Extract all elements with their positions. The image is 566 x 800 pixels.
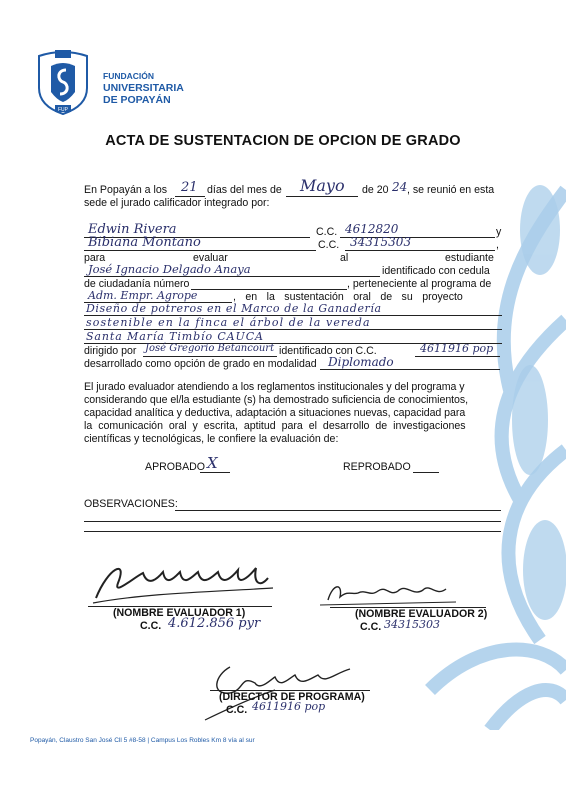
evaluar-w2: evaluar (193, 252, 228, 264)
director-label: (DIRECTOR DE PROGRAMA) (219, 691, 365, 703)
evaluator2-cc: 34315303 (384, 618, 440, 631)
project-line3: Santa María Timbío CAUCA (86, 330, 264, 343)
director-cc: 4611916 pop (420, 342, 494, 355)
juror1-cc: 4612820 (345, 222, 399, 236)
opening-text-1: En Popayán a los (84, 184, 168, 196)
director-sign-cc: 4611916 pop (252, 700, 326, 713)
evaluator1-cc: 4.612.856 pyr (168, 616, 261, 631)
cedula-text-2: , perteneciente al programa de (347, 278, 492, 290)
institution-name (103, 70, 184, 106)
paragraph-line: considerando que el/la estudiante (s) ha demostrado suficiencia de conocimientos, (84, 394, 469, 406)
juror1-join: y (496, 226, 502, 238)
opening-text-5: sede el jurado calificador integrado por: (84, 197, 270, 209)
evaluation-paragraph (84, 381, 504, 446)
university-seal-icon (33, 48, 93, 116)
approved-mark: X (207, 454, 218, 472)
student-text: identificado con cedula (382, 265, 490, 277)
signature-evaluator-1 (88, 548, 278, 608)
project-line2: sostenible en la finca el árbol de la vereda (86, 316, 371, 329)
rejected-label: REPROBADO (343, 461, 411, 473)
opening-text-4: , se reunió en esta (407, 184, 495, 196)
paragraph-line: capacidad analítica y deductiva, adaptación a situaciones nuevas, capacidad para (84, 407, 466, 419)
modality-value: Diplomado (328, 355, 394, 369)
opening-day: 21 (181, 180, 198, 195)
juror1-name: Edwin Rivera (88, 222, 177, 237)
footer-address: Popayán, Claustro San José Cll 5 #8-58 | Campus Los Robles Km 8 vía al sur (30, 737, 255, 744)
approved-label: APROBADO (145, 461, 206, 473)
evaluator2-cc-label: C.C. (360, 621, 382, 633)
juror2-join: , (496, 239, 499, 251)
project-line1: Diseño de potreros en el Marco de la Ganadería (86, 302, 382, 315)
paragraph-line: la comunicación oral y escrita, aptitud para el desarrollo de investigaciones (84, 420, 466, 432)
program-text: , en la sustentación oral de su proyecto (233, 291, 463, 303)
program-name: Adm. Empr. Agrope (88, 289, 198, 302)
opening-text-2: días del mes de (207, 184, 282, 196)
evaluator2-label: (NOMBRE EVALUADOR 2) (355, 608, 488, 620)
modality-text: desarrollado como opción de grado en modalidad (84, 358, 317, 370)
juror2-cc-label: C.C. (318, 239, 340, 251)
institution-line1: FUNDACIÓN (103, 71, 154, 81)
opening-month: Mayo (300, 176, 345, 195)
institution-line2: UNIVERSITARIA (103, 82, 184, 94)
director-name: José Gregorio Betancourt (145, 343, 275, 354)
opening-year-suffix: 24 (392, 180, 408, 194)
director-text-2: identificado con C.C. (279, 345, 377, 357)
evaluar-w1: para (84, 252, 106, 264)
paragraph-line: El jurado evaluador atendiendo a los reglamentos institucionales y del programa y (84, 381, 465, 393)
evaluar-w4: estudiante (445, 252, 494, 264)
seal-text: FUP (58, 107, 68, 113)
paragraph-line: científicas y tecnológicas, le confiere la evaluación de: (84, 433, 339, 445)
juror1-cc-label: C.C. (316, 226, 338, 238)
cedula-text-1: de ciudadanía número (84, 278, 190, 290)
student-name: José Ignacio Delgado Anaya (88, 262, 251, 276)
evaluator1-cc-label: C.C. (140, 620, 162, 632)
evaluar-w3: al (340, 252, 349, 264)
director-text-1: dirigido por (84, 345, 137, 357)
signature-evaluator-2 (318, 575, 458, 610)
page-title: ACTA DE SUSTENTACION DE OPCION DE GRADO (105, 133, 461, 149)
opening-text-3: de 20 (362, 184, 389, 196)
juror2-name: Bibiana Montano (88, 235, 201, 250)
evaluator1-label: (NOMBRE EVALUADOR 1) (113, 607, 246, 619)
director-cc-label: C.C. (226, 704, 248, 716)
institution-line3: DE POPAYÁN (103, 94, 171, 106)
juror2-cc: 34315303 (350, 235, 412, 249)
observations-label: OBSERVACIONES: (84, 498, 178, 510)
